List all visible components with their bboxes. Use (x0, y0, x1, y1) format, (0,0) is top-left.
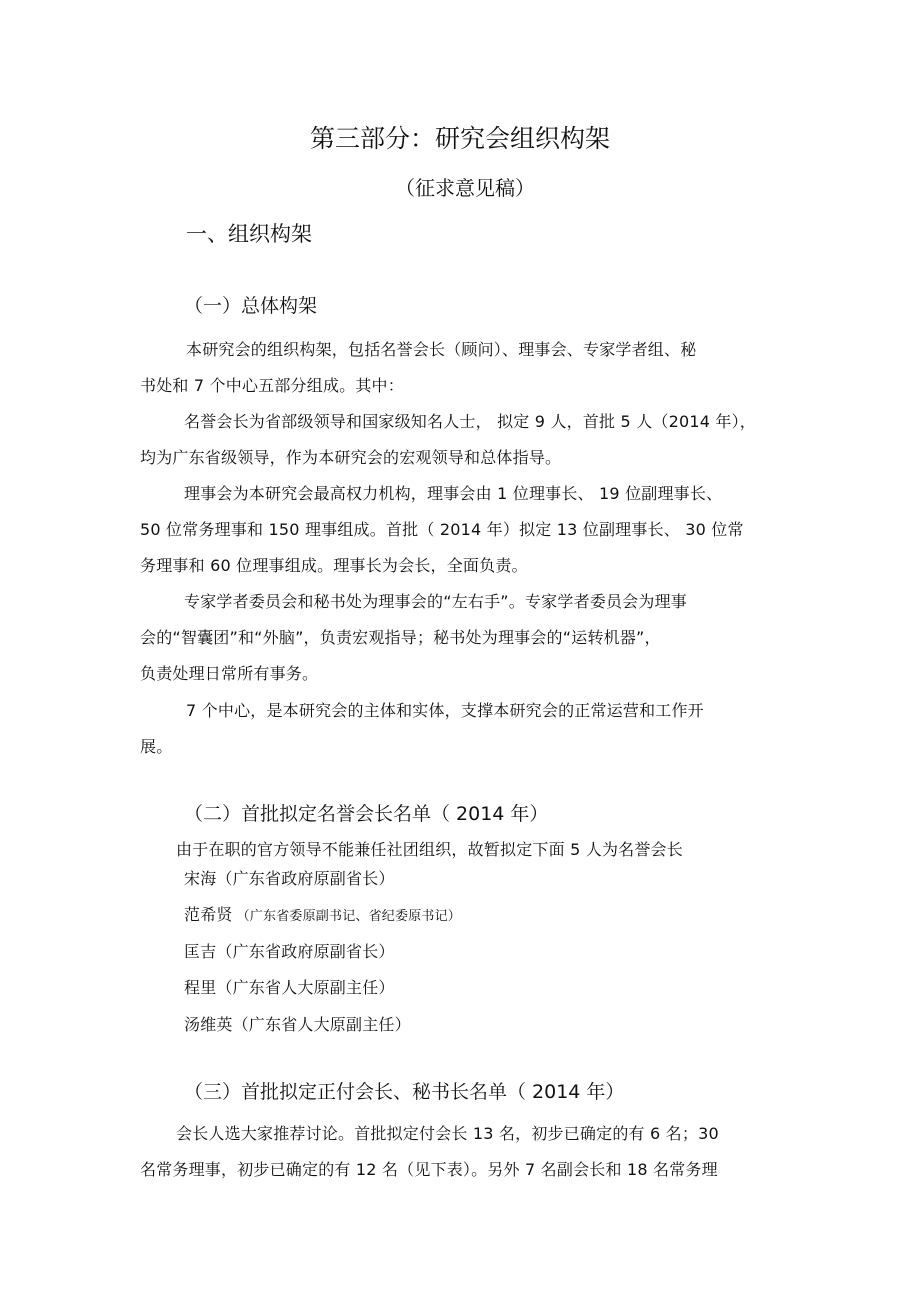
honorary-name-entry (184, 944, 395, 960)
person-name: 范希贤 (184, 905, 233, 924)
subsection-heading-overall: （一）总体构架 (184, 295, 318, 317)
paragraph-line: 会的“智囊团”和“外脑”，负责宏观指导；秘书处为理事会的“运转机器”， (140, 628, 661, 647)
section-heading-org-structure: 一、组织构架 (186, 222, 312, 246)
paragraph-line: 会长人选大家推荐讨论。首批拟定付会长 13 名，初步已确定的有 6 名；30 (176, 1124, 719, 1143)
person-name: 匡吉 (184, 942, 217, 961)
subsection-heading-vice-presidents: （三）首批拟定正付会长、秘书长名单（ 2014 年） (184, 1081, 625, 1103)
person-title: （广东省政府原副省长） (216, 869, 395, 888)
paragraph-line: 负责处理日常所有事务。 (140, 664, 319, 683)
paragraph-line: 50 位常务理事和 150 理事组成。首批（ 2014 年）拟定 13 位副理事长、 30 位常 (140, 520, 744, 539)
person-name: 程里 (184, 978, 217, 997)
paragraph-line: 专家学者委员会和秘书处为理事会的“左右手”。专家学者委员会为理事 (184, 592, 687, 611)
person-title: （广东省人大原副主任） (232, 1015, 411, 1034)
paragraph-line: 书处和 7 个中心五部分组成。其中： (140, 376, 404, 395)
honorary-name-entry (184, 907, 461, 923)
paragraph-line: 本研究会的组织构架，包括名誉会长（顾问）、理事会、专家学者组、秘 (186, 340, 697, 359)
paragraph-line: 名誉会长为省部级领导和国家级知名人士， 拟定 9 人，首批 5 人（2014 年）， (184, 412, 756, 431)
paragraph-line: 7 个中心，是本研究会的主体和实体，支撑本研究会的正常运营和工作开 (186, 701, 704, 720)
honorary-name-entry (184, 980, 395, 996)
paragraph-line: 理事会为本研究会最高权力机构，理事会由 1 位理事长、 19 位副理事长、 (184, 484, 723, 503)
person-title: （广东省人大原副主任） (216, 978, 395, 997)
page-subtitle: （征求意见稿） (395, 176, 535, 200)
honorary-name-entry (184, 871, 395, 887)
person-name: 汤维英 (184, 1015, 233, 1034)
person-name: 宋海 (184, 869, 217, 888)
person-title: （广东省政府原副省长） (216, 942, 395, 961)
paragraph-line: 展。 (140, 737, 173, 756)
page-title: 第三部分：研究会组织构架 (309, 124, 610, 153)
paragraph-line: 由于在职的官方领导不能兼任社团组织，故暂拟定下面 5 人为名誉会长 (176, 840, 683, 859)
honorary-name-entry (184, 1017, 411, 1033)
person-title: （广东省委原副书记、省纪委原书记） (236, 909, 462, 924)
paragraph-line: 均为广东省级领导，作为本研究会的宏观领导和总体指导。 (140, 448, 562, 467)
paragraph-line: 务理事和 60 位理事组成。理事长为会长，全面负责。 (140, 556, 528, 575)
paragraph-line: 名常务理事，初步已确定的有 12 名（见下表）。另外 7 名副会长和 18 名常务理 (140, 1160, 718, 1179)
subsection-heading-honorary-presidents: （二）首批拟定名誉会长名单（ 2014 年） (184, 803, 549, 825)
